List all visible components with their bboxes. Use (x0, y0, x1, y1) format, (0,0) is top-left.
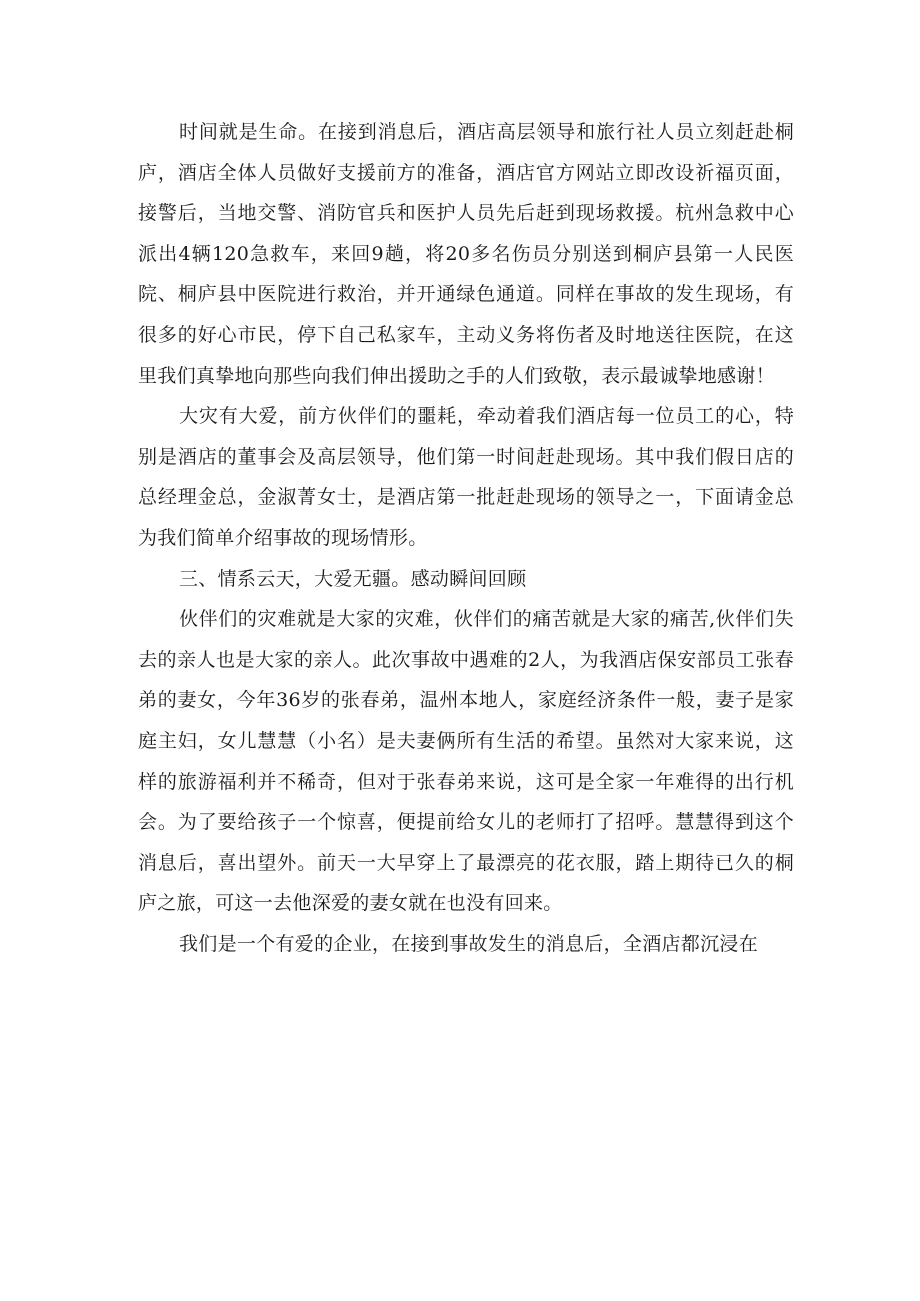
paragraph-victims: 伙伴们的灾难就是大家的灾难，伙伴们的痛苦就是大家的痛苦,伙伴们失去的亲人也是大家的亲人。此次事故中遇难的2人，为我酒店保安部员工张春弟的妻女，今年36岁的张春弟，温州本地人，家庭经济条件一般，妻子是家庭主妇，女儿慧慧（小名）是夫妻俩所有生活的希望。虽然对大家来说，这样的旅游福利并不稀奇，但对于张春弟来说，这可是全家一年难得的出行机会。为了要给孩子一个惊喜，便提前给女儿的老师打了招呼。慧慧得到这个消息后，喜出望外。前天一大早穿上了最漂亮的花衣服，踏上期待已久的桐庐之旅，可这一去他深爱的妻女就在也没有回来。 (138, 608, 794, 915)
paragraph-caring-enterprise: 我们是一个有爱的企业，在接到事故发生的消息后，全酒店都沉浸在 (179, 932, 759, 955)
paragraph-rescue: 时间就是生命。在接到消息后，酒店高层领导和旅行社人员立刻赶赴桐庐，酒店全体人员做好支援前方的准备，酒店官方网站立即改设祈福页面，接警后，当地交警、消防官兵和医护人员先后赶到现场救援。杭州急救中心派出4辆120急救车，来回9趟，将20多名伤员分别送到桐庐县第一人民医院、桐庐县中医院进行救治，并开通绿色通道。同样在事故的发生现场，有很多的好心市民，停下自己私家车，主动义务将伤者及时地送往医院，在这里我们真挚地向那些向我们伸出援助之手的人们致敬，表示最诚挚地感谢！ (138, 121, 794, 387)
document-body (138, 112, 794, 964)
section-heading-three: 三、情系云天，大爱无疆。感动瞬间回顾 (179, 567, 527, 590)
paragraph-great-love: 大灾有大爱，前方伙伴们的噩耗，牵动着我们酒店每一位员工的心，特别是酒店的董事会及高层领导，他们第一时间赶赴现场。其中我们假日店的总经理金总，金淑菁女士，是酒店第一批赶赴现场的领导之一，下面请金总为我们简单介绍事故的现场情形。 (138, 405, 794, 549)
